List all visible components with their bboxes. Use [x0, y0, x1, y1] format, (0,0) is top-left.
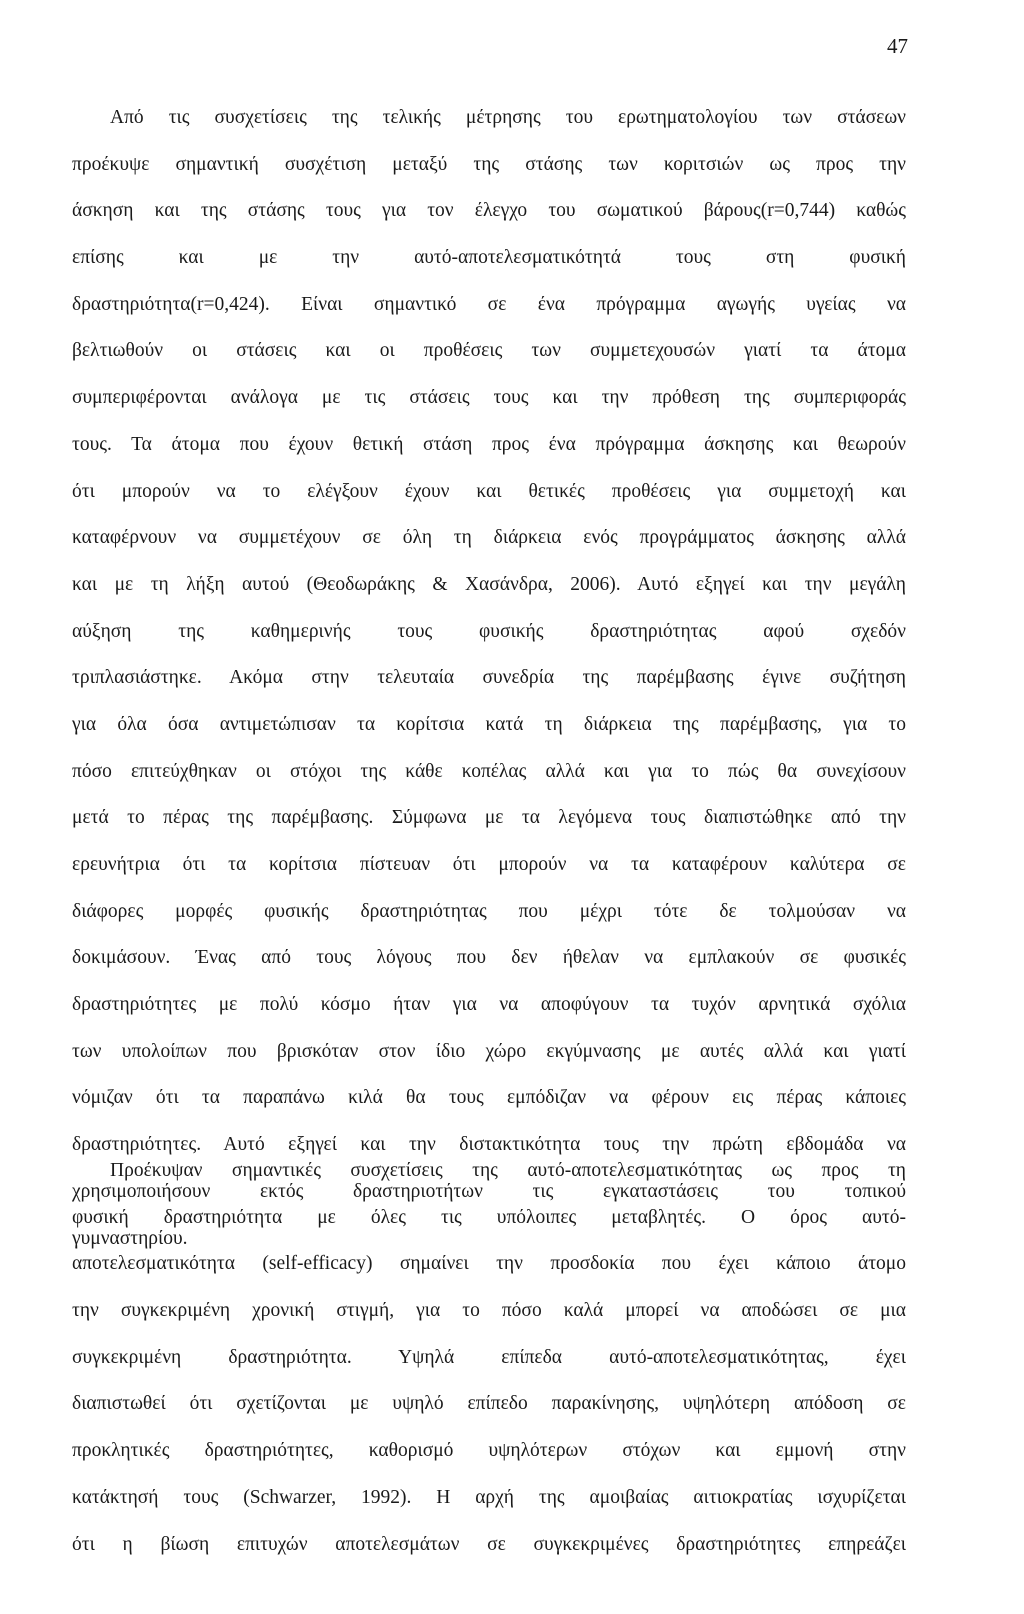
text-line: την συγκεκριμένη χρονική στιγμή, για το πόσο καλά μπορεί να αποδώσει σε μια — [72, 1300, 906, 1322]
text-line: χρησιμοποιήσουν εκτός δραστηριοτήτων τις εγκαταστάσεις του τοπικού — [72, 1180, 906, 1202]
text-line: αύξηση της καθημερινής τους φυσικής δραστηριότητας αφού σχεδόν — [72, 620, 906, 642]
text-line: Από τις συσχετίσεις της τελικής μέτρησης του ερωτηματολογίου των στάσεων — [110, 107, 906, 128]
text-line: τους. Τα άτομα που έχουν θετική στάση προς ένα πρόγραμμα άσκησης και θεωρούν — [72, 433, 906, 455]
text-line: δοκιμάσουν. Ένας από τους λόγους που δεν ήθελαν να εμπλακούν σε φυσικές — [72, 947, 906, 969]
text-line: συμπεριφέρονται ανάλογα με τις στάσεις τους και την πρόθεση της συμπεριφοράς — [72, 387, 906, 409]
text-line: διάφορες μορφές φυσικής δραστηριότητας που μέχρι τότε δε τολμούσαν να — [72, 900, 906, 922]
text-line: ότι μπορούν να το ελέγξουν έχουν και θετικές προθέσεις για συμμετοχή και — [72, 480, 906, 502]
text-line: καταφέρνουν να συμμετέχουν σε όλη τη διάρκεια ενός προγράμματος άσκησης αλλά — [72, 527, 906, 549]
text-line: των υπολοίπων που βρισκόταν στον ίδιο χώρο εκγύμνασης με αυτές αλλά και γιατί — [72, 1040, 906, 1062]
text-line: φυσική δραστηριότητα με όλες τις υπόλοιπες μεταβλητές. Ο όρος αυτό- — [72, 1206, 906, 1228]
text-line: κατάκτησή τους (Schwarzer, 1992). Η αρχή της αμοιβαίας αιτιοκρατίας ισχυρίζεται — [72, 1486, 906, 1508]
text-line: αποτελεσματικότητα (self-efficacy) σημαίνει την προσδοκία που έχει κάποιο άτομο — [72, 1253, 906, 1275]
text-line: και με τη λήξη αυτού (Θεοδωράκης & Χασάνδρα, 2006). Αυτό εξηγεί και την μεγάλη — [72, 573, 906, 595]
text-line: συγκεκριμένη δραστηριότητα. Υψηλά επίπεδα αυτό-αποτελεσματικότητας, έχει — [72, 1346, 906, 1368]
text-line: δραστηριότητα(r=0,424). Είναι σημαντικό σε ένα πρόγραμμα αγωγής υγείας να — [72, 293, 906, 315]
text-line: άσκηση και της στάσης τους για τον έλεγχο του σωματικού βάρους(r=0,744) καθώς — [72, 200, 906, 222]
page-number: 47 — [887, 34, 908, 58]
text-line: βελτιωθούν οι στάσεις και οι προθέσεις των συμμετεχουσών γιατί τα άτομα — [72, 340, 906, 362]
text-line: τριπλασιάστηκε. Ακόμα στην τελευταία συνεδρία της παρέμβασης έγινε συζήτηση — [72, 667, 906, 689]
text-line: μετά το πέρας της παρέμβασης. Σύμφωνα με τα λεγόμενα τους διαπιστώθηκε από την — [72, 807, 906, 829]
body-paragraph — [72, 95, 906, 1262]
text-line: δραστηριότητες. Αυτό εξηγεί και την διστακτικότητα τους την πρώτη εβδομάδα να — [72, 1134, 906, 1156]
text-line: Προέκυψαν σημαντικές συσχετίσεις της αυτό-αποτελεσματικότητας ως προς τη — [110, 1160, 906, 1181]
text-line: επίσης και με την αυτό-αποτελεσματικότητά τους στη φυσική — [72, 247, 906, 269]
text-line: δραστηριότητες με πολύ κόσμο ήταν για να αποφύγουν τα τυχόν αρνητικά σχόλια — [72, 994, 906, 1016]
text-line: γυμναστηρίου. — [72, 1227, 188, 1249]
text-line: πόσο επιτεύχθηκαν οι στόχοι της κάθε κοπέλας αλλά και για το πώς θα συνεχίσουν — [72, 760, 906, 782]
text-line: για όλα όσα αντιμετώπισαν τα κορίτσια κατά τη διάρκεια της παρέμβασης, για το — [72, 713, 906, 735]
text-line: ερευνήτρια ότι τα κορίτσια πίστευαν ότι μπορούν να τα καταφέρουν καλύτερα σε — [72, 854, 906, 875]
text-line: διαπιστωθεί ότι σχετίζονται με υψηλό επίπεδο παρακίνησης, υψηλότερη απόδοση σε — [72, 1393, 906, 1415]
text-line: προκλητικές δραστηριότητες, καθορισμό υψηλότερων στόχων και εμμονή στην — [72, 1440, 906, 1462]
text-line: νόμιζαν ότι τα παραπάνω κιλά θα τους εμπόδιζαν να φέρουν εις πέρας κάποιες — [72, 1087, 906, 1109]
body-paragraph — [72, 1148, 906, 1568]
text-line: προέκυψε σημαντική συσχέτιση μεταξύ της στάσης των κοριτσιών ως προς την — [72, 153, 906, 175]
text-line: ότι η βίωση επιτυχών αποτελεσμάτων σε συγκεκριμένες δραστηριότητες επηρεάζει — [72, 1533, 906, 1555]
